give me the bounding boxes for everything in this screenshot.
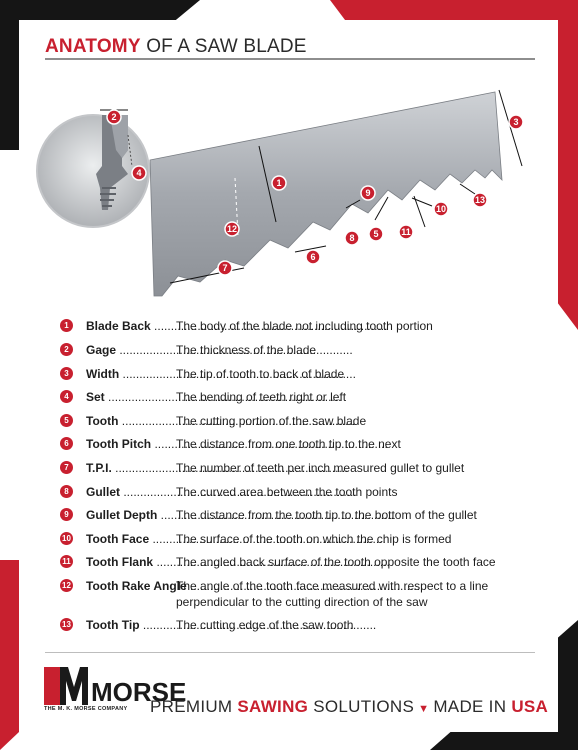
legend-number: 5 [60, 414, 73, 427]
svg-text:12: 12 [226, 224, 238, 234]
legend-definition: The cutting edge of the saw tooth [176, 618, 354, 632]
legend-definition: The bending of teeth right or left [176, 390, 347, 404]
tagline-usa: USA [511, 697, 549, 716]
svg-text:5: 5 [373, 229, 379, 239]
morse-logo [44, 667, 187, 707]
legend-definition: The surface of the tooth on which the chip is formed [176, 532, 452, 546]
callout-11 [399, 225, 413, 239]
callout-13 [473, 193, 487, 207]
legend-definition: The cutting portion of the saw blade [176, 414, 367, 428]
legend-term: Tooth Tip ..... [86, 617, 175, 633]
tagline-solutions: SOLUTIONS [313, 697, 415, 716]
svg-text:4: 4 [136, 168, 142, 178]
legend-number: 10 [60, 532, 73, 545]
svg-text:3: 3 [513, 117, 519, 127]
legend-definition: The curved area between the tooth points [176, 485, 398, 499]
svg-text:10: 10 [435, 204, 447, 214]
legend-number: 9 [60, 508, 73, 521]
page-title [45, 36, 307, 58]
legend-term: Gage ..... [86, 342, 175, 358]
logo-subtitle: THE M. K. MORSE COMPANY [44, 706, 128, 712]
legend-term: Tooth ..... [86, 413, 175, 429]
legend-number: 11 [60, 555, 73, 568]
svg-text:13: 13 [474, 195, 486, 205]
svg-text:8: 8 [349, 233, 355, 243]
svg-text:2: 2 [111, 112, 117, 122]
callout-10 [434, 202, 448, 216]
legend-term: Tooth Face ..... [86, 531, 175, 547]
legend-term: Set ..... [86, 389, 175, 405]
footer-divider [45, 652, 535, 653]
legend-number: 2 [60, 343, 73, 356]
legend-number: 3 [60, 367, 73, 380]
saw-blade-diagram [30, 70, 530, 305]
legend-term: Blade Back ..... [86, 318, 175, 334]
title-divider [45, 58, 535, 60]
legend-number: 6 [60, 437, 73, 450]
legend-number: 1 [60, 319, 73, 332]
svg-text:7: 7 [222, 263, 228, 273]
legend-term: Tooth Rake Angle ..... [86, 578, 175, 594]
legend-term: Gullet ..... [86, 484, 175, 500]
legend-term: Width ..... [86, 366, 175, 382]
legend-definition: The number of teeth per inch measured gullet to gullet [176, 461, 465, 475]
blade-cross-section-inset [37, 110, 149, 227]
legend-number: 12 [60, 579, 73, 592]
legend-number: 7 [60, 461, 73, 474]
legend-definition: The distance from one tooth tip to the next [176, 437, 401, 451]
legend-definition: The body of the blade not including tooth portion [176, 319, 433, 333]
legend-term: T.P.I. ..... [86, 460, 175, 476]
legend-number: 13 [60, 618, 73, 631]
legend-term: Tooth Flank ..... [86, 554, 175, 570]
callout-4 [132, 166, 146, 180]
title-rest: OF A SAW BLADE [146, 36, 307, 57]
callout-1 [272, 176, 286, 190]
legend-number: 8 [60, 485, 73, 498]
callout-5 [369, 227, 383, 241]
tagline [150, 697, 548, 717]
tagline-sawing: SAWING [237, 697, 309, 716]
logo-word-text: MORSE [91, 677, 187, 707]
tagline-premium: PREMIUM [150, 697, 233, 716]
tagline-made-in: MADE IN [433, 697, 507, 716]
svg-text:11: 11 [401, 227, 411, 237]
triangle-separator-icon: ▼ [418, 703, 430, 715]
svg-text:1: 1 [276, 178, 282, 188]
callout-9 [361, 186, 375, 200]
legend-definition: The distance from the tooth tip to the bottom of the gullet [176, 508, 477, 522]
legend-definition: The tip of tooth to back of blade [176, 367, 345, 381]
title-accent: ANATOMY [45, 36, 141, 57]
callout-7 [218, 261, 232, 275]
legend-definition: The angled back surface of the tooth opposite the tooth face [176, 555, 496, 569]
callout-2 [107, 110, 121, 124]
saw-blade [150, 92, 502, 296]
legend-number: 4 [60, 390, 73, 403]
svg-text:6: 6 [310, 252, 316, 262]
callout-8 [345, 231, 359, 245]
legend-definition: The thickness of the blade [176, 343, 317, 357]
legend-definition: The angle of the tooth face measured with respect to a line perpendicular to the cutting direction of the saw [176, 579, 489, 609]
svg-text:9: 9 [365, 188, 371, 198]
callout-12 [225, 222, 239, 236]
legend-term: Gullet Depth ..... [86, 507, 175, 523]
callout-3 [509, 115, 523, 129]
legend-term: Tooth Pitch ..... [86, 436, 175, 452]
callout-6 [306, 250, 320, 264]
